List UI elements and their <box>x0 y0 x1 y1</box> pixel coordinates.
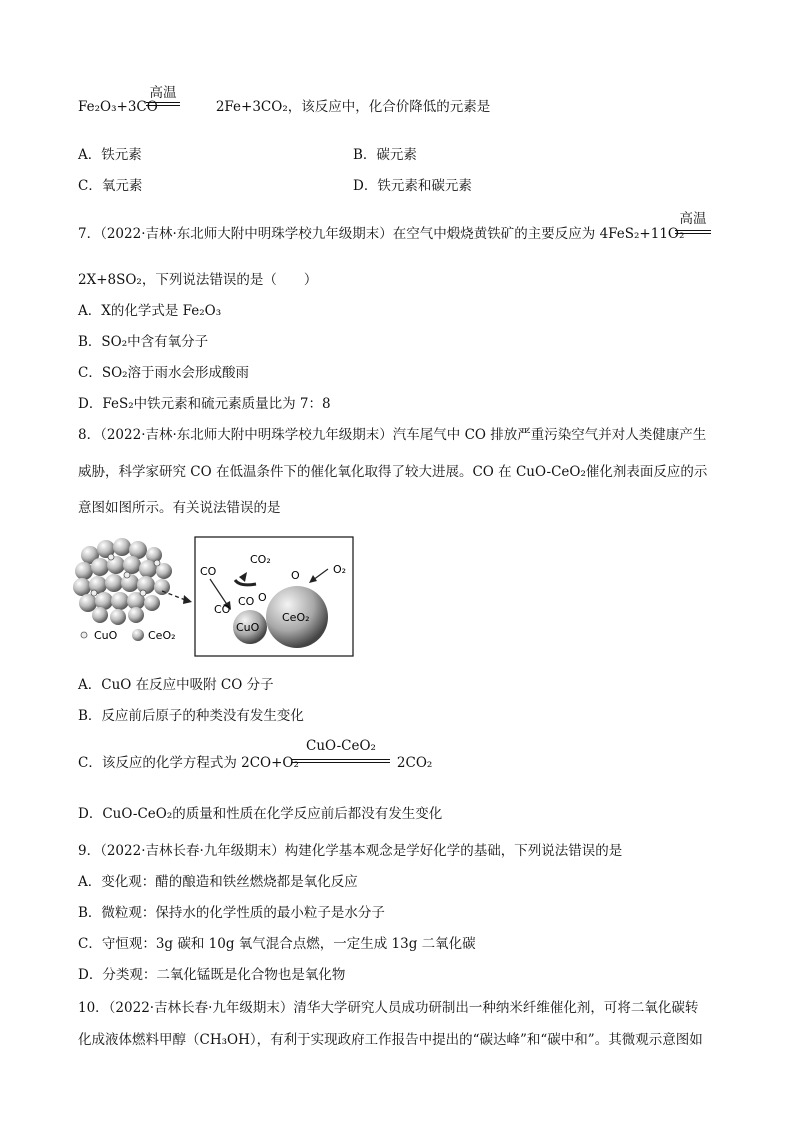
q6-condition: 高温 <box>149 85 177 101</box>
q8-option-b[interactable]: B．反应前后原子的种类没有发生变化 <box>78 708 304 724</box>
label-o-a: O <box>291 569 300 582</box>
q8-arrow-line-1 <box>292 759 390 760</box>
legend-ceo2-swatch <box>132 629 144 641</box>
label-o-b: O <box>258 591 267 604</box>
q7-arrow-line-2 <box>675 233 711 234</box>
q6-equation <box>78 97 490 117</box>
label-co2: CO₂ <box>250 553 271 566</box>
q9-option-d[interactable]: D．分类观：二氧化锰既是化合物也是氧化物 <box>78 967 346 983</box>
q6-arrow-line-1 <box>146 102 180 103</box>
q9-stem: 9．（2022·吉林长春·九年级期末）构建化学基本观念是学好化学的基础，下列说法错误的是 <box>78 843 623 859</box>
q6-option-b[interactable]: B．碳元素 <box>353 147 417 163</box>
q7-option-b[interactable]: B．SO₂中含有氧分子 <box>78 334 209 350</box>
legend-cuo: CuO <box>94 629 118 642</box>
q8-stem-line3: 意图如图所示。有关说法错误的是 <box>78 500 281 516</box>
label-o2: O₂ <box>333 563 347 576</box>
q6-option-c[interactable]: C．氧元素 <box>78 178 143 194</box>
q8-option-d[interactable]: D．CuO-CeO₂的质量和性质在化学反应前后都没有发生变化 <box>78 806 443 822</box>
q9-option-c[interactable]: C．守恒观：3g 碳和 10g 氧气混合点燃，一定生成 13g 二氧化碳 <box>78 936 476 952</box>
q7-option-a[interactable]: A．X的化学式是 Fe₂O₃ <box>78 303 222 319</box>
q6-arrow-line-2 <box>146 105 180 106</box>
q7-condition: 高温 <box>679 211 707 227</box>
q6-option-a[interactable]: A．铁元素 <box>78 147 142 163</box>
q9-option-a[interactable]: A．变化观：醋的酿造和铁丝燃烧都是氧化反应 <box>78 874 358 890</box>
legend-cuo-swatch <box>81 632 87 638</box>
q10-stem-line2: 化成液体燃料甲醇（CH₃OH），有利于实现政府工作报告中提出的“碳达峰”和“碳中和”。其微观示意图如 <box>78 1032 703 1048</box>
catalyst-diagram <box>70 535 360 660</box>
cuo-ball-label: CuO <box>236 621 260 634</box>
q8-option-c[interactable] <box>78 753 432 773</box>
legend-ceo2: CeO₂ <box>148 629 176 642</box>
q8-arrow-line-2 <box>292 762 390 763</box>
q7-option-d[interactable]: D．FeS₂中铁元素和硫元素质量比为 7：8 <box>78 396 331 412</box>
q10-stem-line1: 10．（2022·吉林长春·九年级期末）清华大学研究人员成功研制出一种纳米纤维催化剂，可将二氧化碳转 <box>78 1000 699 1016</box>
label-co-top: CO <box>200 565 217 578</box>
q6-formula-right: 2Fe+3CO₂，该反应中，化合价降低的元素是 <box>215 99 491 115</box>
q8-option-a[interactable]: A．CuO 在反应中吸附 CO 分子 <box>78 677 274 693</box>
q9-option-b[interactable]: B．微粒观：保持水的化学性质的最小粒子是水分子 <box>78 905 385 921</box>
q6-formula-left: Fe₂O₃+3CO <box>78 99 158 115</box>
ceo2-ball-label: CeO₂ <box>282 611 310 624</box>
q8-stem-line1: 8．（2022·吉林·东北师大附中明珠学校九年级期末）汽车尾气中 CO 排放严重污染空气并对人类健康产生 <box>78 427 707 443</box>
q7-stem-cont: 2X+8SO₂，下列说法错误的是（ ） <box>78 272 318 288</box>
q6-option-d[interactable]: D．铁元素和碳元素 <box>353 178 472 194</box>
q8-option-c-right: 2CO₂ <box>396 755 433 771</box>
q7-option-c[interactable]: C．SO₂溶于雨水会形成酸雨 <box>78 365 250 381</box>
q8-option-c-condition: CuO-CeO₂ <box>306 738 376 754</box>
q8-option-c-left: C．该反应的化学方程式为 2CO+O₂ <box>78 755 299 771</box>
label-co-low: CO <box>214 603 231 616</box>
particle-cluster <box>73 538 172 625</box>
q8-stem-line2: 威胁，科学家研究 CO 在低温条件下的催化氧化取得了较大进展。CO 在 CuO-CeO₂催化剂表面反应的示 <box>78 464 708 480</box>
label-co-mid: CO <box>238 595 255 608</box>
q7-stem: 7．（2022·吉林·东北师大附中明珠学校九年级期末）在空气中煅烧黄铁矿的主要反应为 4FeS₂+11O₂ <box>78 226 685 242</box>
q7-arrow-line-1 <box>675 230 711 231</box>
